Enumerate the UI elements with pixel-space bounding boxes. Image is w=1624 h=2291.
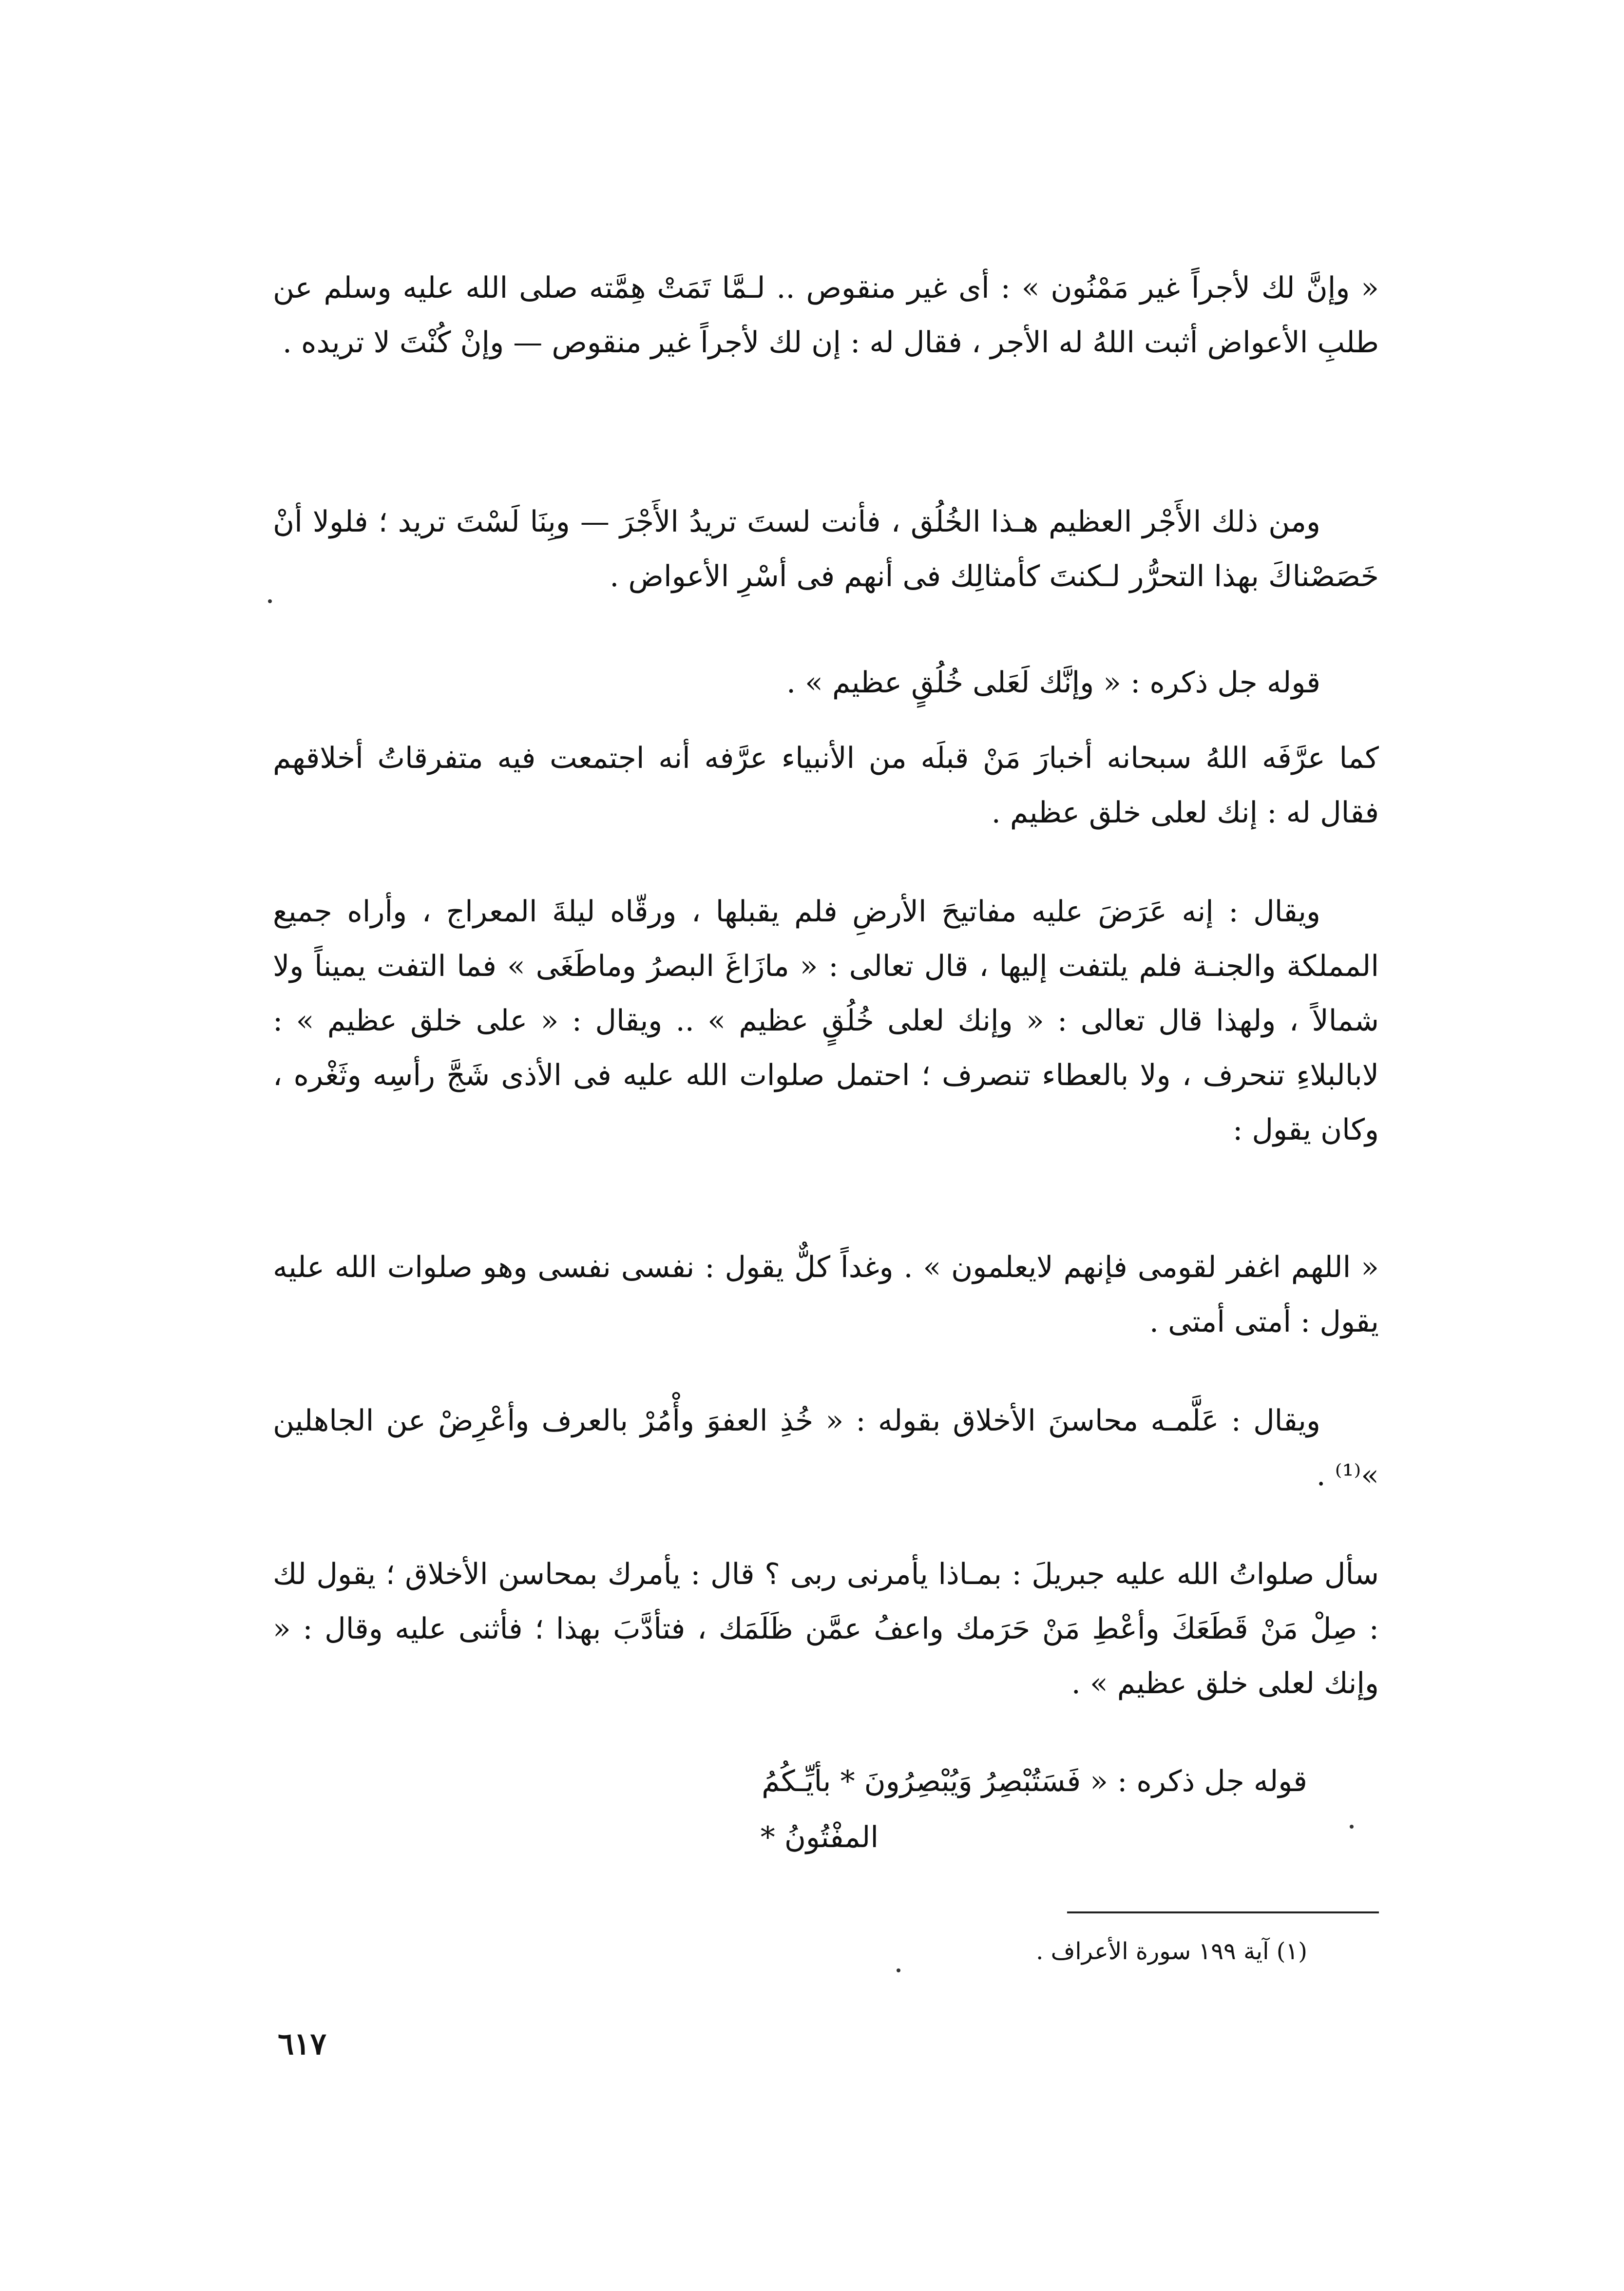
footnote: (١) آية ١٩٩ سورة الأعراف . xyxy=(1036,1938,1307,1965)
paragraph-5: « اللهم اغفر لقومى فإنهم لايعلمون » . وغداً كلٌّ يقول : نفسى نفسى وهو صلوات الله عليه يقول : أمتى أمتى . xyxy=(273,1250,1379,1339)
paragraph-3: كما عرَّفَه اللهُ سبحانه أخبارَ مَنْ قبلَه من الأنبياء عرَّفه أنه اجتمعت فيه متفرقاتُ أخلاقهم فقال له : إنك لعلى خلق عظيم . xyxy=(273,741,1379,830)
scan-speck xyxy=(1350,1825,1354,1829)
paragraph-7: سأل صلواتُ الله عليه جبريلَ : بمـاذا يأمرنى ربى ؟ قال : يأمرك بمحاسن الأخلاق ؛ يقول لك : صِلْ مَنْ قَطَعَكَ وأعْطِ مَنْ حَرَمك واعفُ عمَّن ظَلَمَك ، فتأدَّبَ بهذا ؛ فأثنى عليه وقال : « وإنك لعلى خلق عظيم » . xyxy=(273,1557,1379,1700)
verse-heading-2-line-2: المفْتُونُ * xyxy=(760,1820,879,1854)
verse-heading-1: قوله جل ذكره : « وإنَّك لَعَلى خُلُقٍ عظيم » . xyxy=(786,666,1320,700)
footnote-divider xyxy=(1067,1911,1379,1913)
scan-speck xyxy=(897,1968,900,1972)
verse-heading-2-line-1: قوله جل ذكره : « فَسَتُبْصِرُ وَيُبْصِرُونَ * بأيِّـكُمُ xyxy=(762,1764,1307,1798)
scan-speck xyxy=(268,599,272,603)
page-number: ٦١٧ xyxy=(278,2026,326,2062)
paragraph-4: ويقال : إنه عَرَضَ عليه مفاتيحَ الأرضِ فلم يقبلها ، ورقّاه ليلةَ المعراج ، وأراه جميع المملكة والجنـة فلم يلتفت إليها ، قال تعالى : « مازَاغَ البصرُ وماطَغَى » فما التفت يميناً ولا شمالاً ، ولهذا قال تعالى : « وإنك لعلى خُلُقٍ عظيم » .. ويقال : « على خلق عظيم » : لابالبلاءِ تنحرف ، ولا بالعطاء تنصرف ؛ احتمل صلوات الله عليه فى الأذى شَجَّ رأسِه وثَغْره ، وكان يقول : xyxy=(273,895,1379,1147)
paragraph-6: ويقال : عَلَّمـه محاسنَ الأخلاق بقوله : « خُذِ العفوَ وأْمُرْ بالعرف وأعْرِضْ عن الجاهلين »⁽¹⁾ . xyxy=(273,1404,1379,1492)
paragraph-1: « وإنَّ لك لأجراً غير مَمْنُون » : أى غير منقوص .. لـمَّا تَمَتْ هِمَّته صلى الله عليه وسلم عن طلبِ الأعواض أثبت اللهُ له الأجر ، فقال له : إن لك لأجراً غير منقوص — وإنْ كُنْتَ لا تريده . xyxy=(273,271,1379,360)
paragraph-2: ومن ذلك الأَجْر العظيم هـذا الخُلُق ، فأنت لستَ تريدُ الأَجْرَ — وبِنَا لَسْتَ تريد ؛ فلولا أنْ خَصَصْناكَ بهذا التحرُّر لـكنتَ كأمثالِك فى أنهم فى أسْرِ الأعواض . xyxy=(273,505,1379,593)
